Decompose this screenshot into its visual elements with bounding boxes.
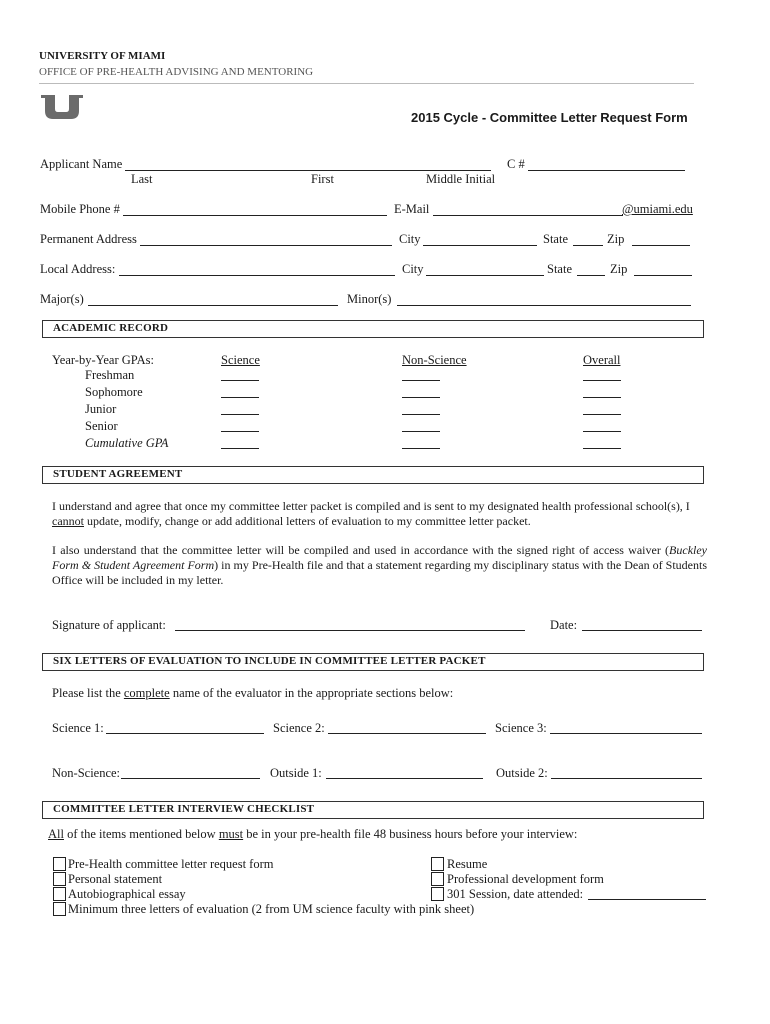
signature-field[interactable] bbox=[175, 630, 525, 631]
gpa-field[interactable] bbox=[402, 414, 440, 415]
majors-label: Major(s) bbox=[40, 292, 84, 306]
non-science-label: Non-Science: bbox=[52, 766, 121, 780]
agreement-paragraph-1 bbox=[52, 499, 707, 529]
gpa-field[interactable] bbox=[221, 397, 259, 398]
local-zip-label: Zip bbox=[610, 262, 628, 276]
non-science-field[interactable] bbox=[121, 778, 260, 779]
checklist-intro bbox=[48, 827, 577, 842]
agreement-p1-b: update, modify, change or add additional letters of evaluation to my committee letter packet. bbox=[84, 514, 531, 528]
signature-label: Signature of applicant: bbox=[52, 618, 166, 632]
checklist-header bbox=[42, 801, 704, 819]
letters-instructions bbox=[52, 686, 453, 701]
office-name: OFFICE OF PRE-HEALTH ADVISING AND MENTORING bbox=[39, 66, 314, 78]
student-agreement-title: STUDENT AGREEMENT bbox=[53, 468, 183, 480]
email-domain-text: @umiami.edu bbox=[622, 202, 693, 216]
intro-all: All bbox=[48, 827, 64, 841]
outside-1-field[interactable] bbox=[326, 778, 483, 779]
gpa-field[interactable] bbox=[402, 431, 440, 432]
science-1-label: Science 1: bbox=[52, 721, 104, 735]
science-3-label: Science 3: bbox=[495, 721, 547, 735]
science-2-field[interactable] bbox=[328, 733, 486, 734]
perm-city-label: City bbox=[399, 232, 421, 246]
local-address-field[interactable] bbox=[119, 275, 395, 276]
row-junior: Junior bbox=[85, 402, 117, 416]
minors-field[interactable] bbox=[397, 305, 691, 306]
instr-complete: complete bbox=[123, 686, 170, 700]
perm-state-field[interactable] bbox=[573, 245, 603, 246]
local-state-label: State bbox=[547, 262, 572, 276]
local-city-field[interactable] bbox=[426, 275, 544, 276]
row-cumulative-gpa: Cumulative GPA bbox=[85, 436, 169, 450]
gpa-field[interactable] bbox=[221, 414, 259, 415]
outside-2-label: Outside 2: bbox=[496, 766, 548, 780]
agreement-p2-b: ) in my Pre-Health file and that a statement regarding my disciplinary status with the Dean of Students Office will be included in my letter. bbox=[52, 558, 707, 587]
permanent-address-field[interactable] bbox=[140, 245, 392, 246]
gpa-field[interactable] bbox=[221, 380, 259, 381]
gpa-field[interactable] bbox=[221, 431, 259, 432]
email-domain bbox=[622, 202, 693, 217]
item-301-session: 301 Session, date attended: bbox=[447, 887, 584, 901]
row-sophomore: Sophomore bbox=[85, 385, 143, 399]
middle-initial-label: Middle Initial bbox=[426, 172, 496, 186]
perm-zip-label: Zip bbox=[607, 232, 625, 246]
academic-record-title: ACADEMIC RECORD bbox=[53, 322, 169, 334]
local-city-label: City bbox=[402, 262, 424, 276]
gpa-field[interactable] bbox=[402, 380, 440, 381]
gpa-field[interactable] bbox=[221, 448, 259, 449]
instr-a: Please list the bbox=[52, 686, 124, 700]
gpa-field[interactable] bbox=[583, 448, 621, 449]
instr-b: name of the evaluator in the appropriate sections below: bbox=[169, 686, 454, 700]
applicant-name-label: Applicant Name bbox=[40, 157, 123, 171]
science-3-field[interactable] bbox=[550, 733, 702, 734]
gpa-field[interactable] bbox=[402, 397, 440, 398]
applicant-name-field[interactable] bbox=[125, 170, 491, 171]
item-letters-of-evaluation: Minimum three letters of evaluation (2 from UM science faculty with pink sheet) bbox=[68, 902, 475, 916]
science-1-field[interactable] bbox=[106, 733, 264, 734]
gpa-field[interactable] bbox=[583, 397, 621, 398]
letters-header bbox=[42, 653, 704, 671]
checkbox-autobiographical-essay[interactable] bbox=[53, 887, 66, 901]
item-professional-development: Professional development form bbox=[447, 872, 604, 886]
item-autobiographical-essay: Autobiographical essay bbox=[68, 887, 186, 901]
perm-state-label: State bbox=[543, 232, 568, 246]
first-label: First bbox=[311, 172, 334, 186]
email-field[interactable] bbox=[433, 215, 623, 216]
majors-field[interactable] bbox=[88, 305, 338, 306]
cnum-label: C # bbox=[507, 157, 525, 171]
301-session-date-field[interactable] bbox=[588, 899, 706, 900]
agreement-p2-a: I also understand that the committee letter will be compiled and used in accordance with the signed right of access waiver ( bbox=[52, 543, 670, 557]
science-2-label: Science 2: bbox=[273, 721, 325, 735]
letters-title: SIX LETTERS OF EVALUATION TO INCLUDE IN COMMITTEE LETTER PACKET bbox=[53, 655, 486, 667]
gpa-field[interactable] bbox=[583, 380, 621, 381]
header-divider bbox=[39, 83, 694, 84]
outside-1-label: Outside 1: bbox=[270, 766, 322, 780]
intro-a: of the items mentioned below bbox=[63, 827, 219, 841]
checkbox-resume[interactable] bbox=[431, 857, 444, 871]
local-zip-field[interactable] bbox=[634, 275, 692, 276]
agreement-p1-a: I understand and agree that once my committee letter packet is compiled and is sent to my designated health professional school(s), I bbox=[52, 499, 690, 513]
last-label: Last bbox=[131, 172, 153, 186]
checkbox-301-session[interactable] bbox=[431, 887, 444, 901]
gpa-field[interactable] bbox=[583, 431, 621, 432]
student-agreement-header bbox=[42, 466, 704, 484]
mobile-phone-field[interactable] bbox=[123, 215, 387, 216]
local-state-field[interactable] bbox=[577, 275, 605, 276]
agreement-p2-italic: Buckley Form & Student Agreement Form bbox=[52, 543, 707, 572]
col-non-science: Non-Science bbox=[402, 353, 467, 367]
outside-2-field[interactable] bbox=[551, 778, 702, 779]
gpa-label: Year-by-Year GPAs: bbox=[52, 353, 154, 367]
perm-city-field[interactable] bbox=[423, 245, 537, 246]
agreement-paragraph-2 bbox=[52, 543, 707, 588]
item-request-form: Pre-Health committee letter request form bbox=[68, 857, 274, 871]
checkbox-letters-of-evaluation[interactable] bbox=[53, 902, 66, 916]
academic-record-header bbox=[42, 320, 704, 338]
item-personal-statement: Personal statement bbox=[68, 872, 163, 886]
intro-must: must bbox=[218, 827, 244, 841]
form-title: 2015 Cycle - Committee Letter Request Form bbox=[411, 110, 688, 125]
university-logo bbox=[41, 95, 83, 119]
checkbox-professional-development[interactable] bbox=[431, 872, 444, 886]
email-label: E-Mail bbox=[394, 202, 430, 216]
col-overall: Overall bbox=[583, 353, 621, 367]
cnum-field[interactable] bbox=[528, 170, 685, 171]
mobile-phone-label: Mobile Phone # bbox=[40, 202, 120, 216]
intro-b: be in your pre-health file 48 business hours before your interview: bbox=[243, 827, 578, 841]
permanent-address-label: Permanent Address bbox=[40, 232, 137, 246]
minors-label: Minor(s) bbox=[347, 292, 392, 306]
gpa-field[interactable] bbox=[583, 414, 621, 415]
university-name: UNIVERSITY OF MIAMI bbox=[39, 50, 166, 62]
row-freshman: Freshman bbox=[85, 368, 135, 382]
row-senior: Senior bbox=[85, 419, 118, 433]
date-label: Date: bbox=[550, 618, 578, 632]
perm-zip-field[interactable] bbox=[632, 245, 690, 246]
checkbox-request-form[interactable] bbox=[53, 857, 66, 871]
checklist-title: COMMITTEE LETTER INTERVIEW CHECKLIST bbox=[53, 803, 315, 815]
checkbox-personal-statement[interactable] bbox=[53, 872, 66, 886]
logo-u-icon bbox=[41, 95, 83, 119]
col-science: Science bbox=[221, 353, 260, 367]
gpa-field[interactable] bbox=[402, 448, 440, 449]
date-field[interactable] bbox=[582, 630, 702, 631]
agreement-p1-cannot: cannot bbox=[52, 514, 84, 528]
local-address-label: Local Address: bbox=[40, 262, 116, 276]
item-resume: Resume bbox=[447, 857, 488, 871]
